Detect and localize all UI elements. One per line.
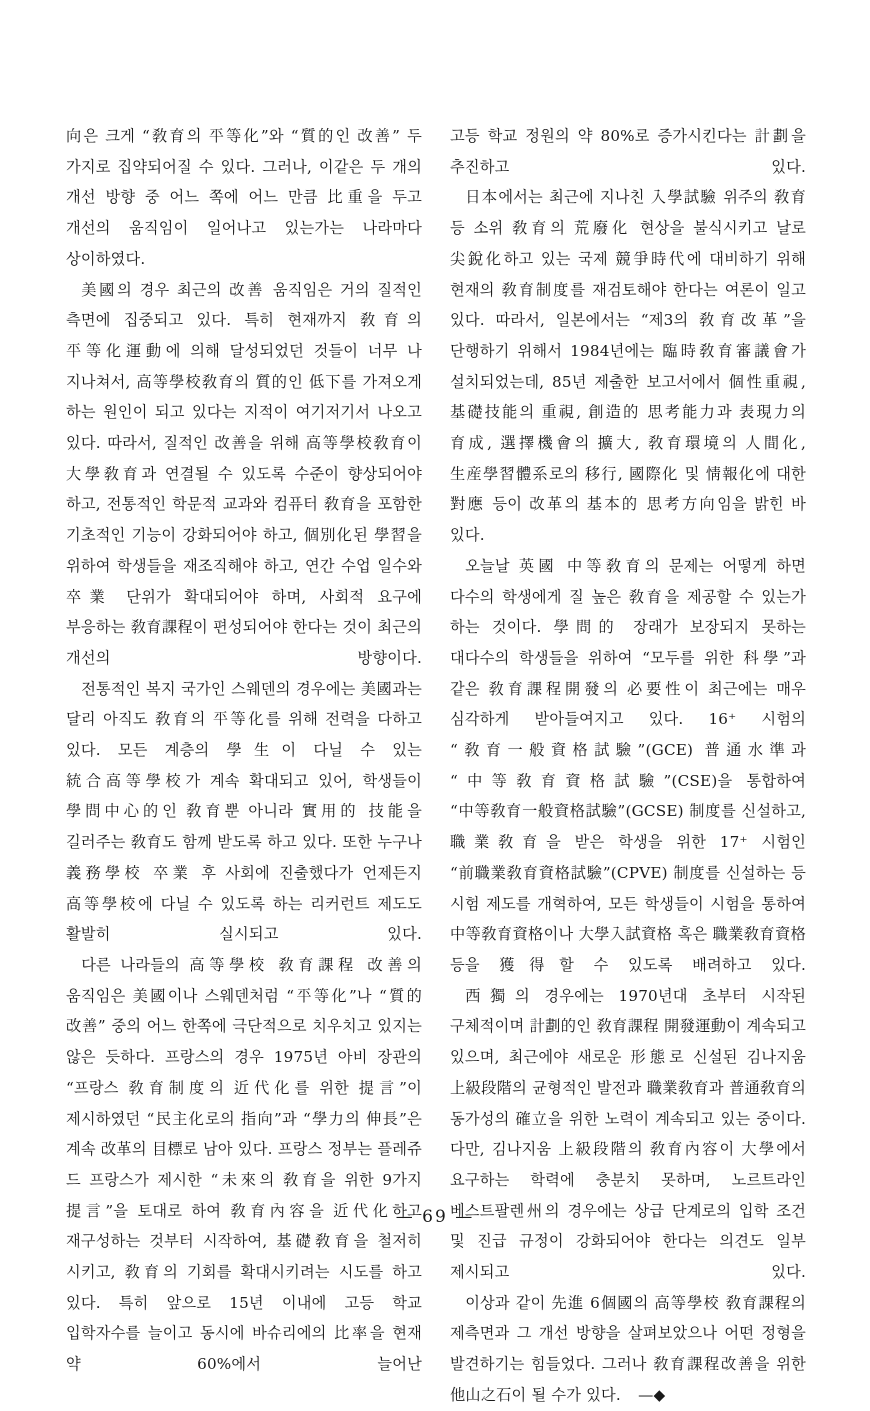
- paragraph-france: 다른 나라들의 高等學校 敎育課程 改善의 움직임은 美國이나 스웨덴처럼 “平等化”나 “質的 改善” 중의 어느 한쪽에 극단적으로 치우치고 있지는 않은 듯하다. 프랑스의 경우 1975년 아비 장관의 “프랑스 敎育制度의 近代化를 위한 提言”이 제시하였던 “民主化로의 指向”과 “學力의 伸長”은 계속 改革의 目標로 남아 있다. 프랑스 정부는 플레쥬 드 프랑스가 제시한 “未來의 敎育을 위한 9가지 提言”을 토대로 하여 敎育內容을 近代化하고 재구성하는 것부터 시작하여, 基礎敎育을 철저히 시키고, 敎育의 기회를 확대시키려는 시도를 하고 있다. 특히 앞으로 15년 이내에 고등 학교 입학자수를 늘이고 동시에 바슈리에의 比率을 현재 약 60%에서 늘어난: [66, 955, 422, 1374]
- paragraph-japan: 日本에서는 최근에 지나친 入學試驗 위주의 敎育 등 소위 敎育의 荒廢化 현상을 불식시키고 날로 尖銳化하고 있는 국제 競爭時代에 대비하기 위해 현재의 敎育制度를 재검토해야 한다는 여론이 일고 있다. 따라서, 일본에서는 “제3의 敎育改革”을 단행하기 위해서 1984년에는 臨時敎育審議會가 설치되었는데, 85년 제출한 보고서에서 個性重視, 基礎技能의 重視, 創造的 思考能力과 表現力의 育成, 選擇機會의 擴大, 敎育環境의 人間化, 生産學習體系로의 移行, 國際化 및 情報化에 대한 對應 등이 改革의 基本的 思考方向임을 밝힌 바 있다.: [450, 188, 806, 545]
- left-column: [66, 121, 422, 1380]
- page-number: — 69 —: [395, 1207, 475, 1227]
- end-mark: —◆: [638, 1385, 666, 1404]
- paragraph-usa: 美國의 경우 최근의 改善 움직임은 거의 질적인 측면에 집중되고 있다. 특히 현재까지 敎育의 平等化運動에 의해 달성되었던 것들이 너무 나 지나쳐서, 高等學校敎育의 質的인 低下를 가져오게 하는 원인이 되고 있다는 지적이 여기저기서 나오고 있다. 따라서, 질적인 改善을 위해 高等學校敎育이 大學敎育과 연결될 수 있도록 수준이 향상되어야 하고, 전통적인 학문적 교과와 컴퓨터 敎育을 포함한 기초적인 기능이 강화되어야 하고, 個別化된 學習을 위하여 학생들을 재조직해야 하고, 연간 수업 일수와 卒業 단위가 확대되어야 하며, 사회적 요구에 부응하는 敎育課程이 편성되어야 한다는 것이 최근의 개선의 방향이다.: [66, 280, 422, 667]
- paragraph-west-germany: 西獨의 경우에는 1970년대 초부터 시작된 구체적이며 計劃的인 敎育課程 開發運動이 계속되고 있으며, 최근에야 새로운 形態로 신설된 김나지움 上級段階의 균형적인 발전과 職業敎育과 普通敎育의 동가성의 確立을 위한 노력이 계속되고 있는 중이다. 다만, 김나지움 上級段階의 敎育內容이 大學에서 요구하는 학력에 충분치 못하며, 노르트라인 베스트팔렌州의 경우에는 상급 단계로의 입학 조건 및 진급 규정이 강화되어야 한다는 의견도 일부 제시되고 있다.: [450, 986, 806, 1282]
- paragraph-conclusion: [450, 1288, 806, 1411]
- paragraph-france-continuation: 고등 학교 정원의 약 80%로 증가시킨다는 計劃을 추진하고 있다.: [450, 127, 806, 176]
- conclusion-text: 이상과 같이 先進 6個國의 高等學校 敎育課程의 제측면과 그 개선 방향을 살펴보았으나 어떤 정형을 발견하기는 힘들었다. 그러나 敎育課程改善을 위한 他山之石이 될 수가 있다.: [450, 1293, 806, 1404]
- paragraph-uk: 오늘날 英國 中等敎育의 문제는 어떻게 하면 다수의 학생에게 질 높은 敎育을 제공할 수 있는가 하는 것이다. 學問的 장래가 보장되지 못하는 대다수의 학생들을 위하여 “모두를 위한 科學”과 같은 敎育課程開發의 必要性이 최근에는 매우 심각하게 받아들여지고 있다. 16⁺ 시험의 “敎育一般資格試驗”(GCE) 普通水準과 “中等敎育資格試驗”(CSE)을 통합하여 “中等敎育一般資格試驗”(GCSE) 制度를 신설하고, 職業敎育을 받은 학생을 위한 17⁺ 시험인 “前職業敎育資格試驗”(CPVE) 制度를 신설하는 등 시험 제도를 개혁하여, 모든 학생들이 시험을 통하여 中等敎育資格이나 大學入試資格 혹은 職業敎育資格 등을 獲得할 수 있도록 배려하고 있다.: [450, 556, 806, 974]
- paragraph-continuation: 向은 크게 “敎育의 平等化”와 “質的인 改善” 두 가지로 집약되어질 수 있다. 그러나, 이같은 두 개의 개선 방향 중 어느 쪽에 어느 만큼 比重을 두고 개선의 움직임이 일어나고 있는가는 나라마다 상이하였다.: [66, 127, 422, 268]
- paragraph-sweden: 전통적인 복지 국가인 스웨덴의 경우에는 美國과는 달리 아직도 敎育의 平等化를 위해 전력을 다하고 있다. 모든 계층의 學生이 다닐 수 있는 統合高等學校가 계속 확대되고 있어, 학생들이 學問中心的인 敎育뿐 아니라 實用的 技能을 길러주는 敎育도 함께 받도록 하고 있다. 또한 누구나 義務學校 卒業 후 사회에 진출했다가 언제든지 高等學校에 다닐 수 있도록 하는 리커런트 제도도 활발히 실시되고 있다.: [66, 679, 422, 944]
